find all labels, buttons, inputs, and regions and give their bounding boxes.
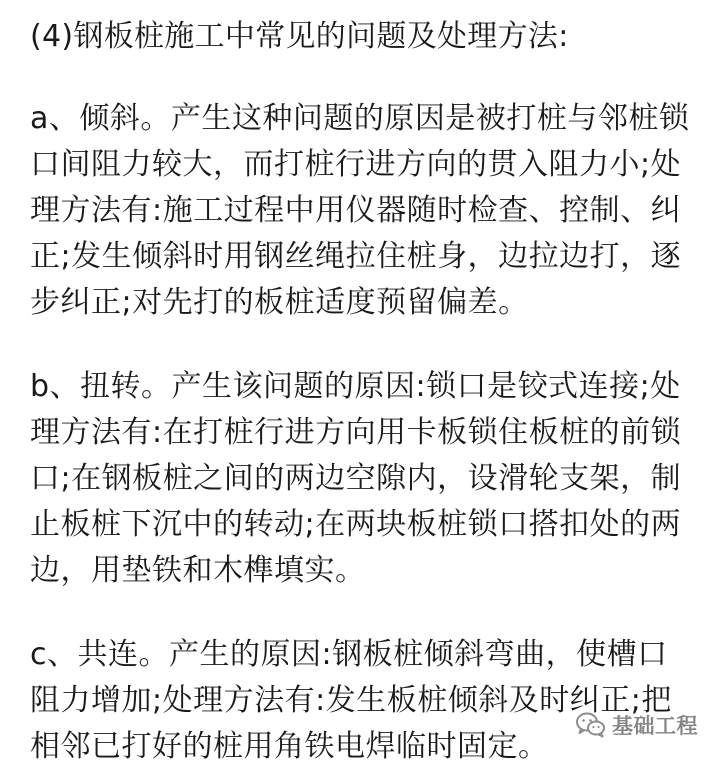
watermark <box>576 710 698 740</box>
article-body <box>30 14 696 770</box>
paragraph-tilt: a、倾斜。产生这种问题的原因是被打桩与邻桩锁口间阻力较大，而打桩行进方向的贯入阻力小;处理方法有:施工过程中用仪器随时检查、控制、纠正;发生倾斜时用钢丝绳拉住桩身，边拉边打，逐步纠正;对先打的板桩适度预留偏差。 <box>30 101 690 320</box>
paragraph-co-sinking: c、共连。产生的原因:钢板桩倾斜弯曲，使槽口阻力增加;处理方法有:发生板桩倾斜及时纠正;把相邻已打好的桩用角铁电焊临时固定。 <box>30 637 672 764</box>
section-heading: (4)钢板桩施工中常见的问题及处理方法: <box>30 19 569 54</box>
watermark-label: 基础工程 <box>612 714 698 738</box>
wechat-icon <box>576 712 606 738</box>
paragraph-twist: b、扭转。产生该问题的原因:锁口是铰式连接;处理方法有:在打桩行进方向用卡板锁住板桩的前锁口;在钢板桩之间的两边空隙内，设滑轮支架，制止板桩下沉中的转动;在两块板桩锁口搭扣处的两边，用垫铁和木榫填实。 <box>30 369 682 588</box>
